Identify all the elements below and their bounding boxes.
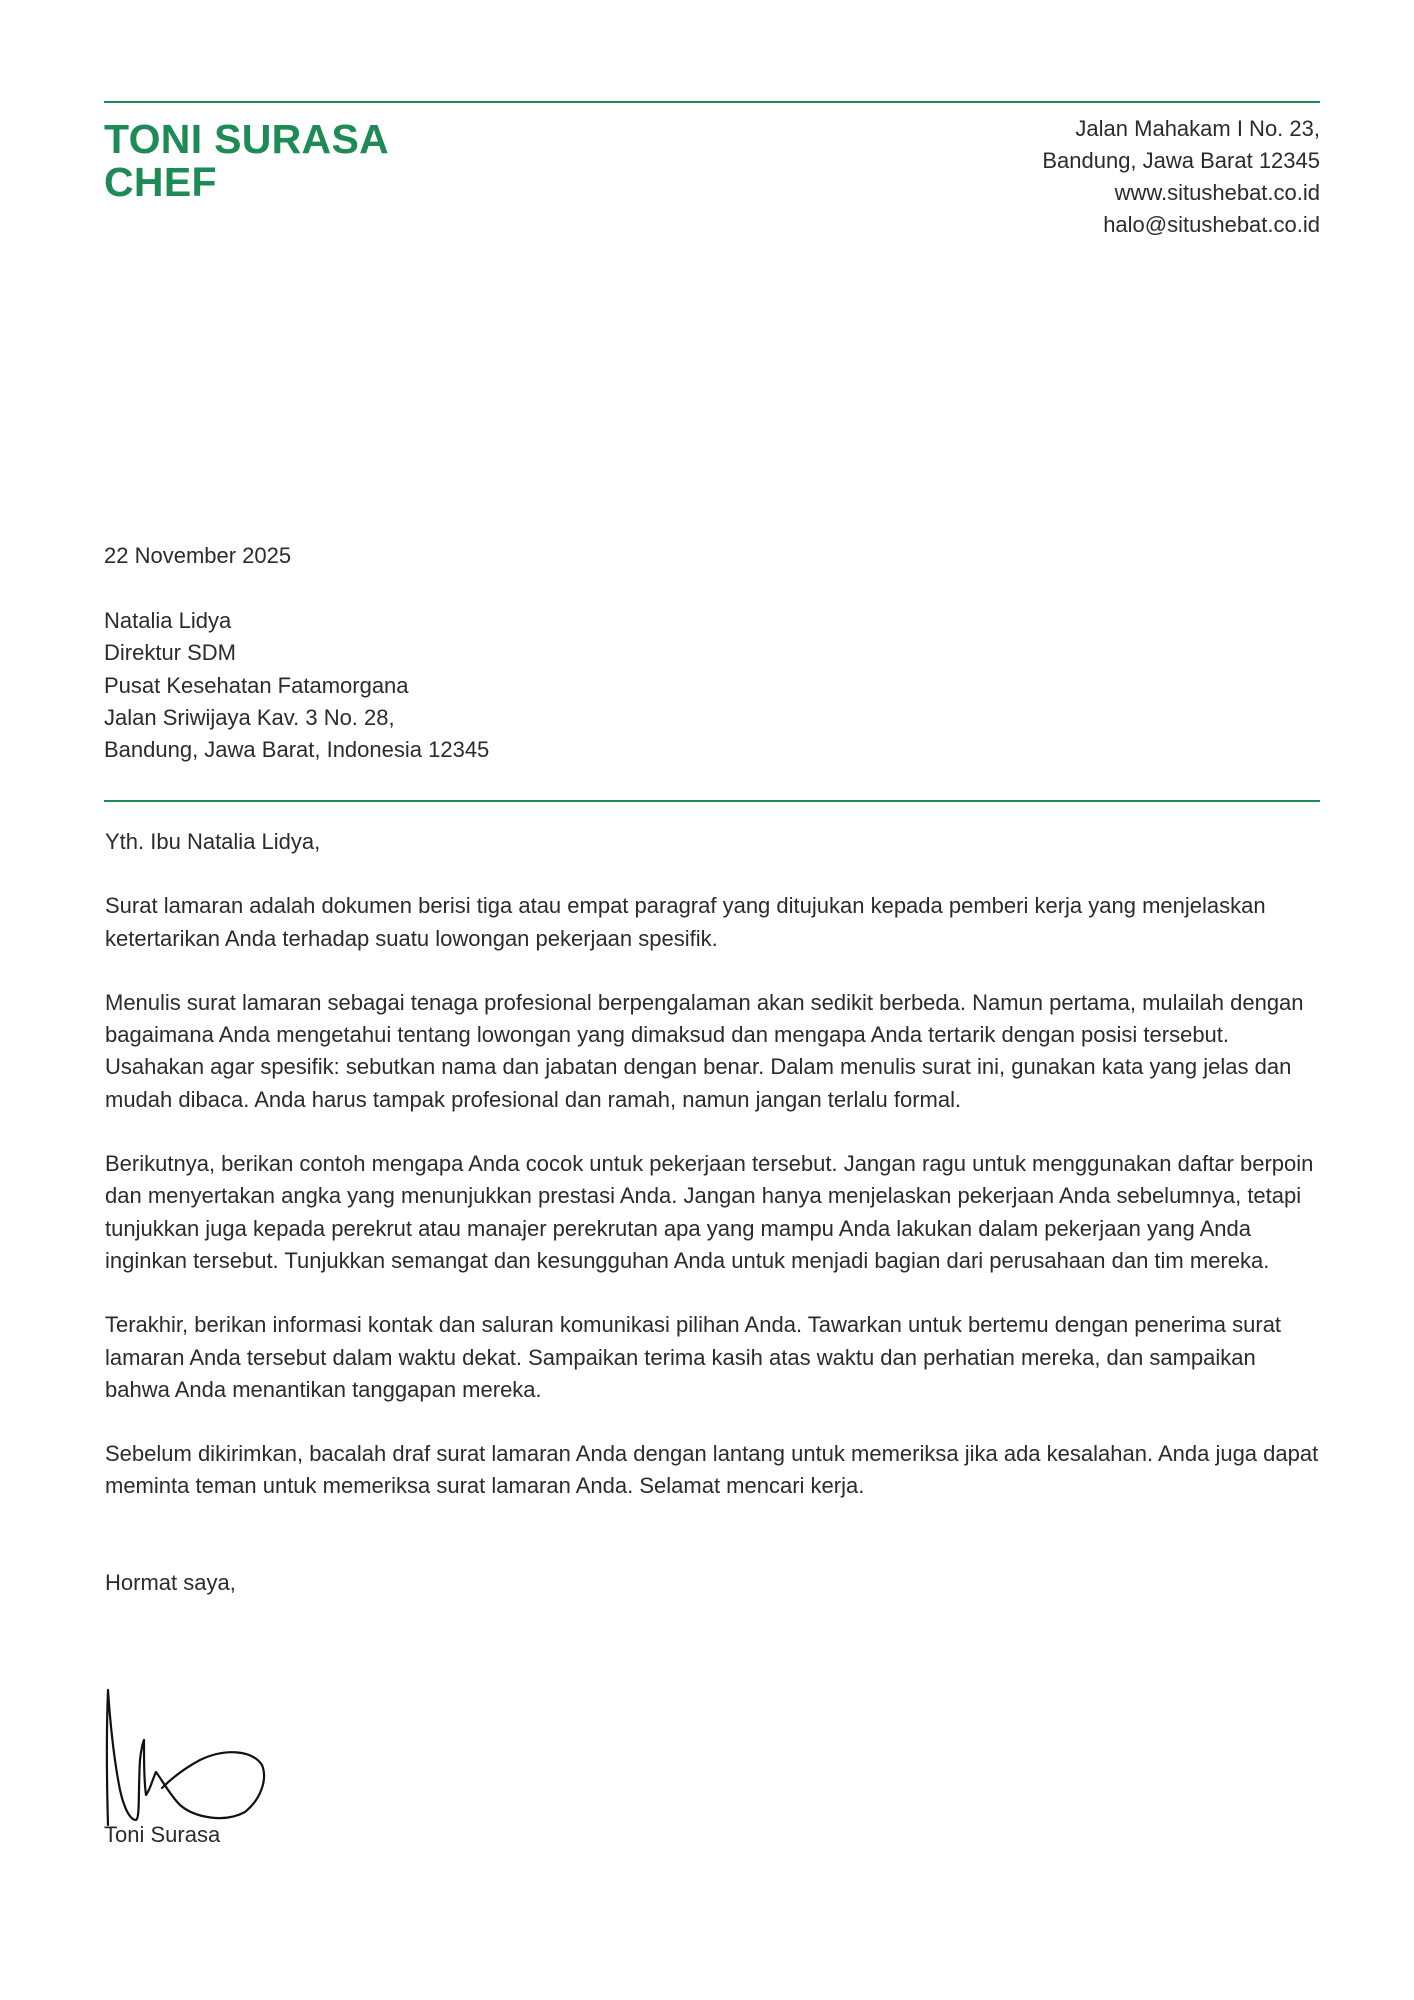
sender-address-line1: Jalan Mahakam I No. 23,: [1075, 116, 1320, 141]
closing-phrase: Hormat saya,: [105, 1569, 236, 1595]
sender-website: www.situshebat.co.id: [1114, 180, 1320, 205]
sender-contact-block: [1042, 113, 1320, 241]
recipient-block: [104, 605, 489, 766]
applicant-name: TONI SURASA: [104, 116, 390, 162]
recipient-title: Direktur SDM: [104, 640, 237, 666]
applicant-name-block: [104, 118, 389, 204]
handwritten-signature: [100, 1680, 280, 1830]
recipient-address-line2: Bandung, Jawa Barat, Indonesia 12345: [104, 737, 490, 763]
salutation: Yth. Ibu Natalia Lidya,: [105, 829, 321, 854]
letter-body: [105, 826, 1325, 1599]
recipient-divider-rule: [104, 800, 1320, 802]
body-paragraph: Sebelum dikirimkan, bacalah draf surat lamaran Anda dengan lantang untuk memeriksa jika ada kesalahan. Anda juga dapat meminta teman untuk memeriksa surat lamaran Anda. Selamat mencari kerja.: [105, 1441, 1319, 1499]
body-paragraph: Surat lamaran adalah dokumen berisi tiga atau empat paragraf yang ditujukan kepada pemberi kerja yang menjelaskan ketertarikan Anda terhadap suatu lowongan pekerjaan spesifik.: [105, 893, 1266, 951]
signer-name: Toni Surasa: [104, 1822, 221, 1847]
sender-email: halo@situshebat.co.id: [1103, 212, 1320, 237]
body-paragraph: Terakhir, berikan informasi kontak dan saluran komunikasi pilihan Anda. Tawarkan untuk bertemu dengan penerima surat lamaran Anda tersebut dalam waktu dekat. Sampaikan terima kasih atas waktu dan perhatian mereka, dan sampaikan bahwa Anda menantikan tanggapan mereka.: [105, 1312, 1282, 1402]
applicant-title: CHEF: [104, 159, 217, 205]
sender-address-line2: Bandung, Jawa Barat 12345: [1042, 148, 1320, 173]
recipient-address-line1: Jalan Sriwijaya Kav. 3 No. 28,: [104, 704, 395, 730]
recipient-company: Pusat Kesehatan Fatamorgana: [104, 672, 409, 698]
recipient-name: Natalia Lidya: [104, 608, 232, 633]
header-top-rule: [104, 101, 1320, 103]
body-paragraph: Menulis surat lamaran sebagai tenaga profesional berpengalaman akan sedikit berbeda. Namun pertama, mulailah dengan bagaimana Anda mengetahui tentang lowongan yang dimaksud dan mengapa Anda tertarik dengan posisi tersebut. Usahakan agar spesifik: sebutkan nama dan jabatan dengan benar. Dalam menulis surat ini, gunakan kata yang jelas dan mudah dibaca. Anda harus tampak profesional dan ramah, namun jangan terlalu formal.: [105, 989, 1304, 1112]
letter-date: 22 November 2025: [104, 543, 292, 568]
body-paragraph: Berikutnya, berikan contoh mengapa Anda cocok untuk pekerjaan tersebut. Jangan ragu untuk menggunakan daftar berpoin dan menyertakan angka yang menunjukkan prestasi Anda. Jangan hanya menjelaskan pekerjaan Anda sebelumnya, tetapi tunjukkan juga kepada perekrut atau manajer perekrutan apa yang mampu Anda lakukan dalam pekerjaan yang Anda inginkan tersebut. Tunjukkan semangat dan kesungguhan Anda untuk menjadi bagian dari perusahaan dan tim mereka.: [105, 1151, 1314, 1273]
